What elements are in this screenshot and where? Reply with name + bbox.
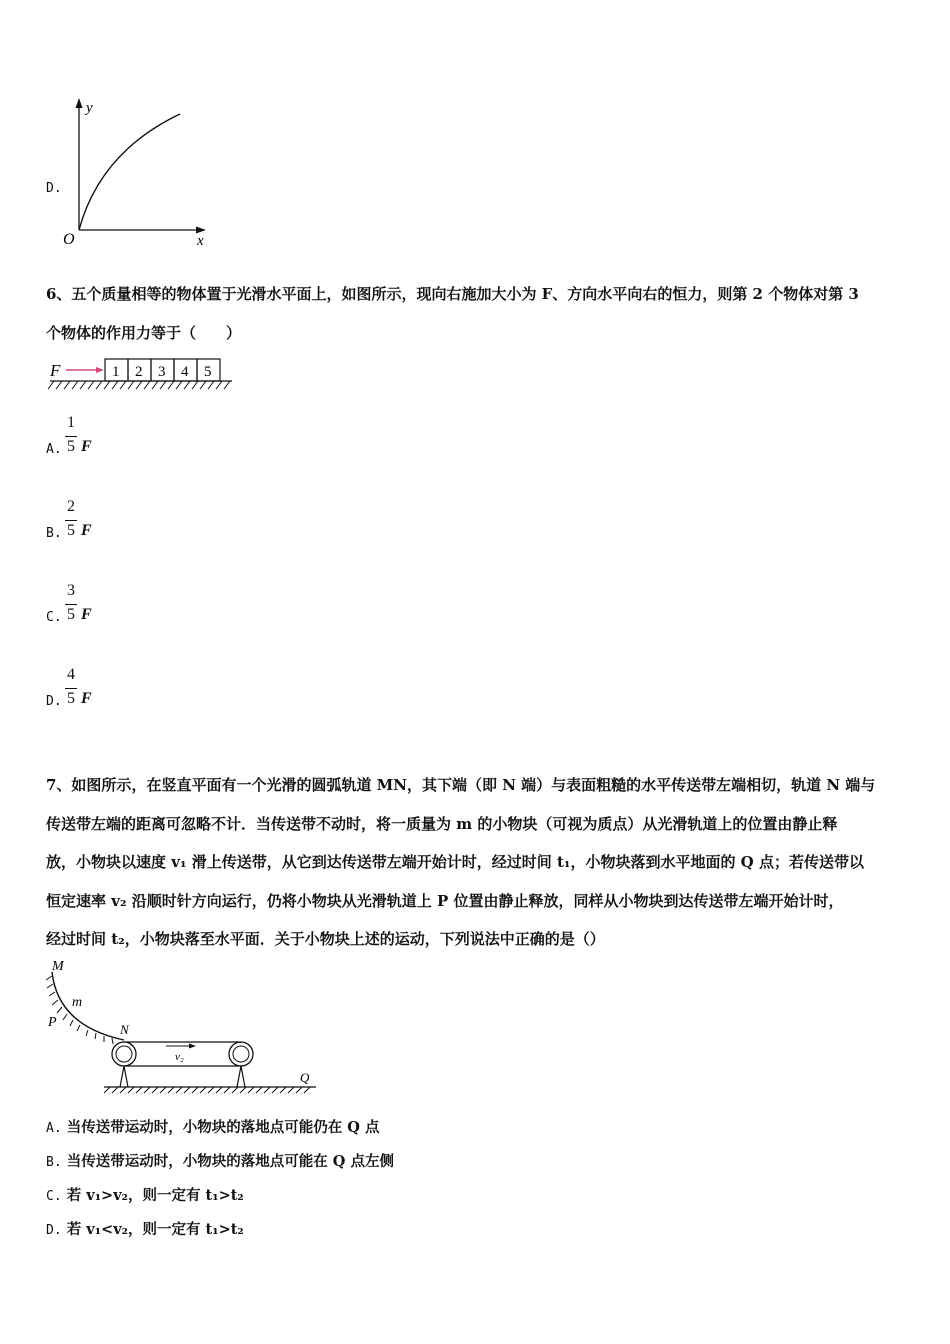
option-label: C. xyxy=(46,610,62,625)
denominator: 5 xyxy=(67,690,75,707)
conveyor-figure xyxy=(44,954,324,1094)
block-row xyxy=(105,359,220,381)
left-support xyxy=(120,1066,124,1087)
block-label: 5 xyxy=(204,364,212,380)
numerator: 4 xyxy=(67,666,75,683)
q7-stem-line4: 恒定速率 v₂ 沿顺时针方向运行，仍将小物块从光滑轨道上 P 位置由静止释放，同样从小物块到达传送带左端开始计时， xyxy=(46,891,844,910)
q7-stem-line3: 放，小物块以速度 v₁ 滑上传送带，从它到达传送带左端开始计时，经过时间 t₁，小物块落到水平地面的 Q 点；若传送带以 xyxy=(46,853,864,871)
q7-option-b[interactable] xyxy=(46,1150,394,1171)
ground-hatch xyxy=(48,381,230,389)
x-axis-label: x xyxy=(197,233,204,249)
q7-option-a[interactable] xyxy=(46,1116,379,1137)
option-text: 当传送带运动时，小物块的落地点可能仍在 Q 点 xyxy=(66,1119,380,1136)
option-label: B. xyxy=(46,1155,62,1170)
label-q: Q xyxy=(300,1070,310,1085)
option-label: C. xyxy=(46,1189,62,1204)
option-label: D. xyxy=(46,694,62,709)
right-support xyxy=(237,1066,241,1087)
q7-stem-line5: 经过时间 t₂，小物块落至水平面．关于小物块上述的运动，下列说法中正确的是（） xyxy=(46,930,605,948)
force-label: F xyxy=(50,361,61,380)
label-v2: v₂ xyxy=(175,1051,184,1063)
y-axis-label: y xyxy=(86,100,93,116)
q7-option-d[interactable] xyxy=(46,1218,244,1239)
y-axis-arrow-icon xyxy=(76,98,83,108)
force-var: F xyxy=(81,690,92,707)
option-text: 若 v₁<v₂，则一定有 t₁>t₂ xyxy=(66,1221,244,1238)
denominator: 5 xyxy=(67,438,75,455)
q6-option-b[interactable] xyxy=(46,498,166,548)
force-var: F xyxy=(81,522,92,539)
denominator: 5 xyxy=(67,606,75,623)
block-label: 2 xyxy=(135,364,143,380)
force-var: F xyxy=(81,606,92,623)
option-text: 若 v₁>v₂，则一定有 t₁>t₂ xyxy=(66,1187,244,1204)
numerator: 1 xyxy=(67,414,75,431)
label-n: N xyxy=(120,1022,129,1037)
q7-stem xyxy=(46,766,908,959)
force-var: F xyxy=(81,438,92,455)
denominator: 5 xyxy=(67,522,75,539)
label-mass: m xyxy=(72,995,83,1010)
q6-stem-line1: 6、五个质量相等的物体置于光滑水平面上，如图所示，现向右施加大小为 F、方向水平向右的恒力，则第 2 个物体对第 3 xyxy=(46,285,859,303)
q6-option-c[interactable] xyxy=(46,582,166,632)
curve-line xyxy=(79,114,180,230)
q7-stem-line1: 7、如图所示，在竖直平面有一个光滑的圆弧轨道 MN，其下端（即 N 端）与表面粗糙的水平传送带左端相切，轨道 N 端与 xyxy=(46,776,876,794)
q6-stem-line2: 个物体的作用力等于（ ） xyxy=(46,323,242,342)
block-label: 3 xyxy=(158,364,166,380)
label-p: P xyxy=(48,1015,57,1030)
curve-graph xyxy=(60,92,220,252)
force-arrow-icon xyxy=(96,367,104,373)
option-label: D. xyxy=(46,1223,62,1238)
block-label: 1 xyxy=(112,364,120,380)
option-text: 当传送带运动时，小物块的落地点可能在 Q 点左侧 xyxy=(66,1153,394,1170)
option-d-label-q5: D. xyxy=(46,181,62,196)
numerator: 2 xyxy=(67,498,75,515)
floor-hatch xyxy=(104,1087,310,1093)
v2-arrow-icon xyxy=(189,1044,196,1049)
origin-label: O xyxy=(63,231,75,248)
right-pulley-inner xyxy=(233,1046,249,1062)
label-m-upper: M xyxy=(52,959,64,974)
q6-option-d[interactable] xyxy=(46,666,166,716)
q6-option-a[interactable] xyxy=(46,414,166,464)
block-label: 4 xyxy=(181,364,189,380)
option-label: B. xyxy=(46,526,62,541)
left-pulley-inner xyxy=(116,1046,132,1062)
arc-track xyxy=(52,972,124,1040)
option-label: A. xyxy=(46,442,62,457)
blocks-figure xyxy=(46,356,236,396)
q6-stem xyxy=(46,275,908,352)
numerator: 3 xyxy=(67,582,75,599)
q7-option-c[interactable] xyxy=(46,1184,244,1205)
option-label: A. xyxy=(46,1121,62,1136)
q7-stem-line2: 传送带左端的距离可忽略不计．当传送带不动时，将一质量为 m 的小物块（可视为质点）从光滑轨道上的位置由静止释 xyxy=(46,814,838,833)
